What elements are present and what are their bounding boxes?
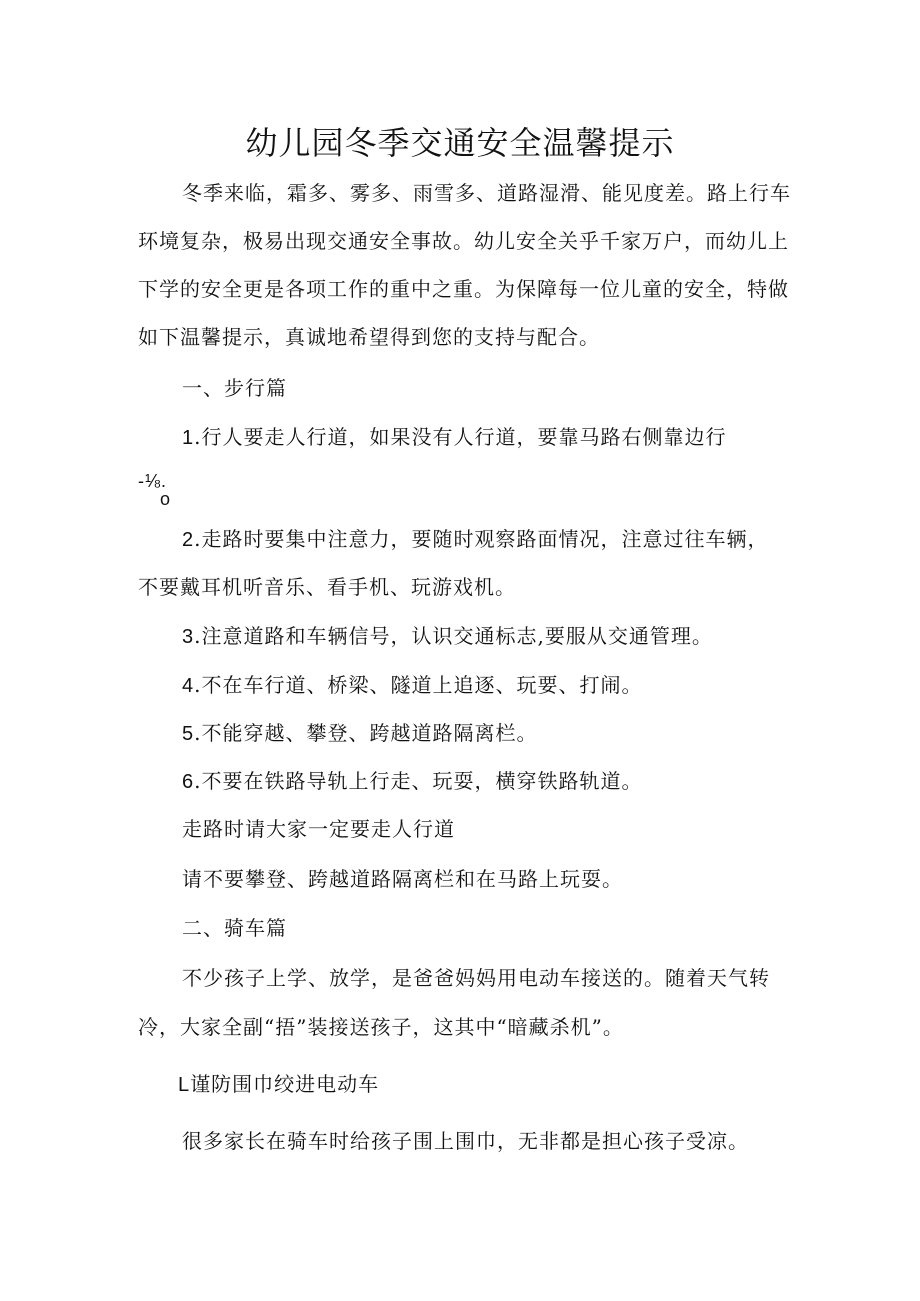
list-item-number: 5 (182, 723, 195, 745)
list-item-4 (182, 672, 642, 699)
list-item-text: .不要在铁路导轨上行走、玩耍，横穿铁路轨道。 (194, 769, 643, 793)
list-item-text: .不在车行道、桥梁、隧道上追逐、玩要、打闹。 (194, 673, 643, 697)
list-item-2-continuation: 不要戴耳机听音乐、看手机、玩游戏机。 (138, 575, 516, 599)
intro-line-1: 冬季来临，霜多、雾多、雨雪多、道路湿滑、能见度差。路上行车 (182, 181, 791, 205)
list-item-number: 4 (182, 675, 195, 697)
scarf-para: 很多家长在骑车时给孩子围上围巾，无非都是担心孩子受凉。 (182, 1129, 749, 1153)
list-item-number: 6 (182, 771, 195, 793)
list-item-text: .注意道路和车辆信号，认识交通标志,要服从交通管理。 (194, 624, 713, 648)
list-item-text: .走路时要集中注意力，要随时观察路面情况，注意过往车辆， (194, 527, 769, 551)
cycling-para-line-2: 冷，大家全副“捂”装接送孩子，这其中“暗藏杀机”。 (138, 1015, 624, 1039)
intro-line-4: 如下温馨提示，真诚地希望得到您的支持与配合。 (138, 325, 600, 349)
list-item-1-continuation-mark: o (160, 489, 172, 509)
list-item-1-continuation: -⅛. (138, 471, 168, 491)
list-item-number: 2 (182, 529, 195, 551)
section-heading-walking: 一、步行篇 (182, 376, 287, 400)
list-item-5 (182, 720, 537, 747)
list-item-number: 3 (182, 626, 195, 648)
note-no-climbing: 请不要攀登、跨越道路隔离栏和在马路上玩耍。 (182, 867, 623, 891)
sub-heading-scarf (178, 1071, 379, 1098)
cycling-para-line-1: 不少孩子上学、放学，是爸爸妈妈用电动车接送的。随着天气转 (182, 966, 770, 990)
intro-line-3: 下学的安全更是各项工作的重中之重。为保障每一位儿童的安全，特做 (138, 277, 789, 301)
list-item-3 (182, 623, 713, 650)
list-item-text: .行人要走人行道，如果没有人行道，要靠马路右侧靠边行 (194, 425, 727, 449)
note-walk-sidewalk: 走路时请大家一定要走人行道 (182, 817, 455, 841)
list-item-2 (182, 526, 768, 553)
list-item-6 (182, 768, 642, 795)
intro-line-2: 环境复杂，极易出现交通安全事故。幼儿安全关乎千家万户，而幼儿上 (138, 229, 789, 253)
section-heading-cycling: 二、骑车篇 (182, 916, 287, 940)
sub-heading-number: L (178, 1074, 191, 1096)
list-item-1 (182, 424, 726, 451)
list-item-text: .不能穿越、攀登、跨越道路隔离栏。 (194, 721, 538, 745)
document-title: 幼儿园冬季交通安全温馨提示 (245, 124, 675, 162)
sub-heading-text: 谨防围巾绞进电动车 (190, 1072, 380, 1096)
list-item-number: 1 (182, 427, 195, 449)
